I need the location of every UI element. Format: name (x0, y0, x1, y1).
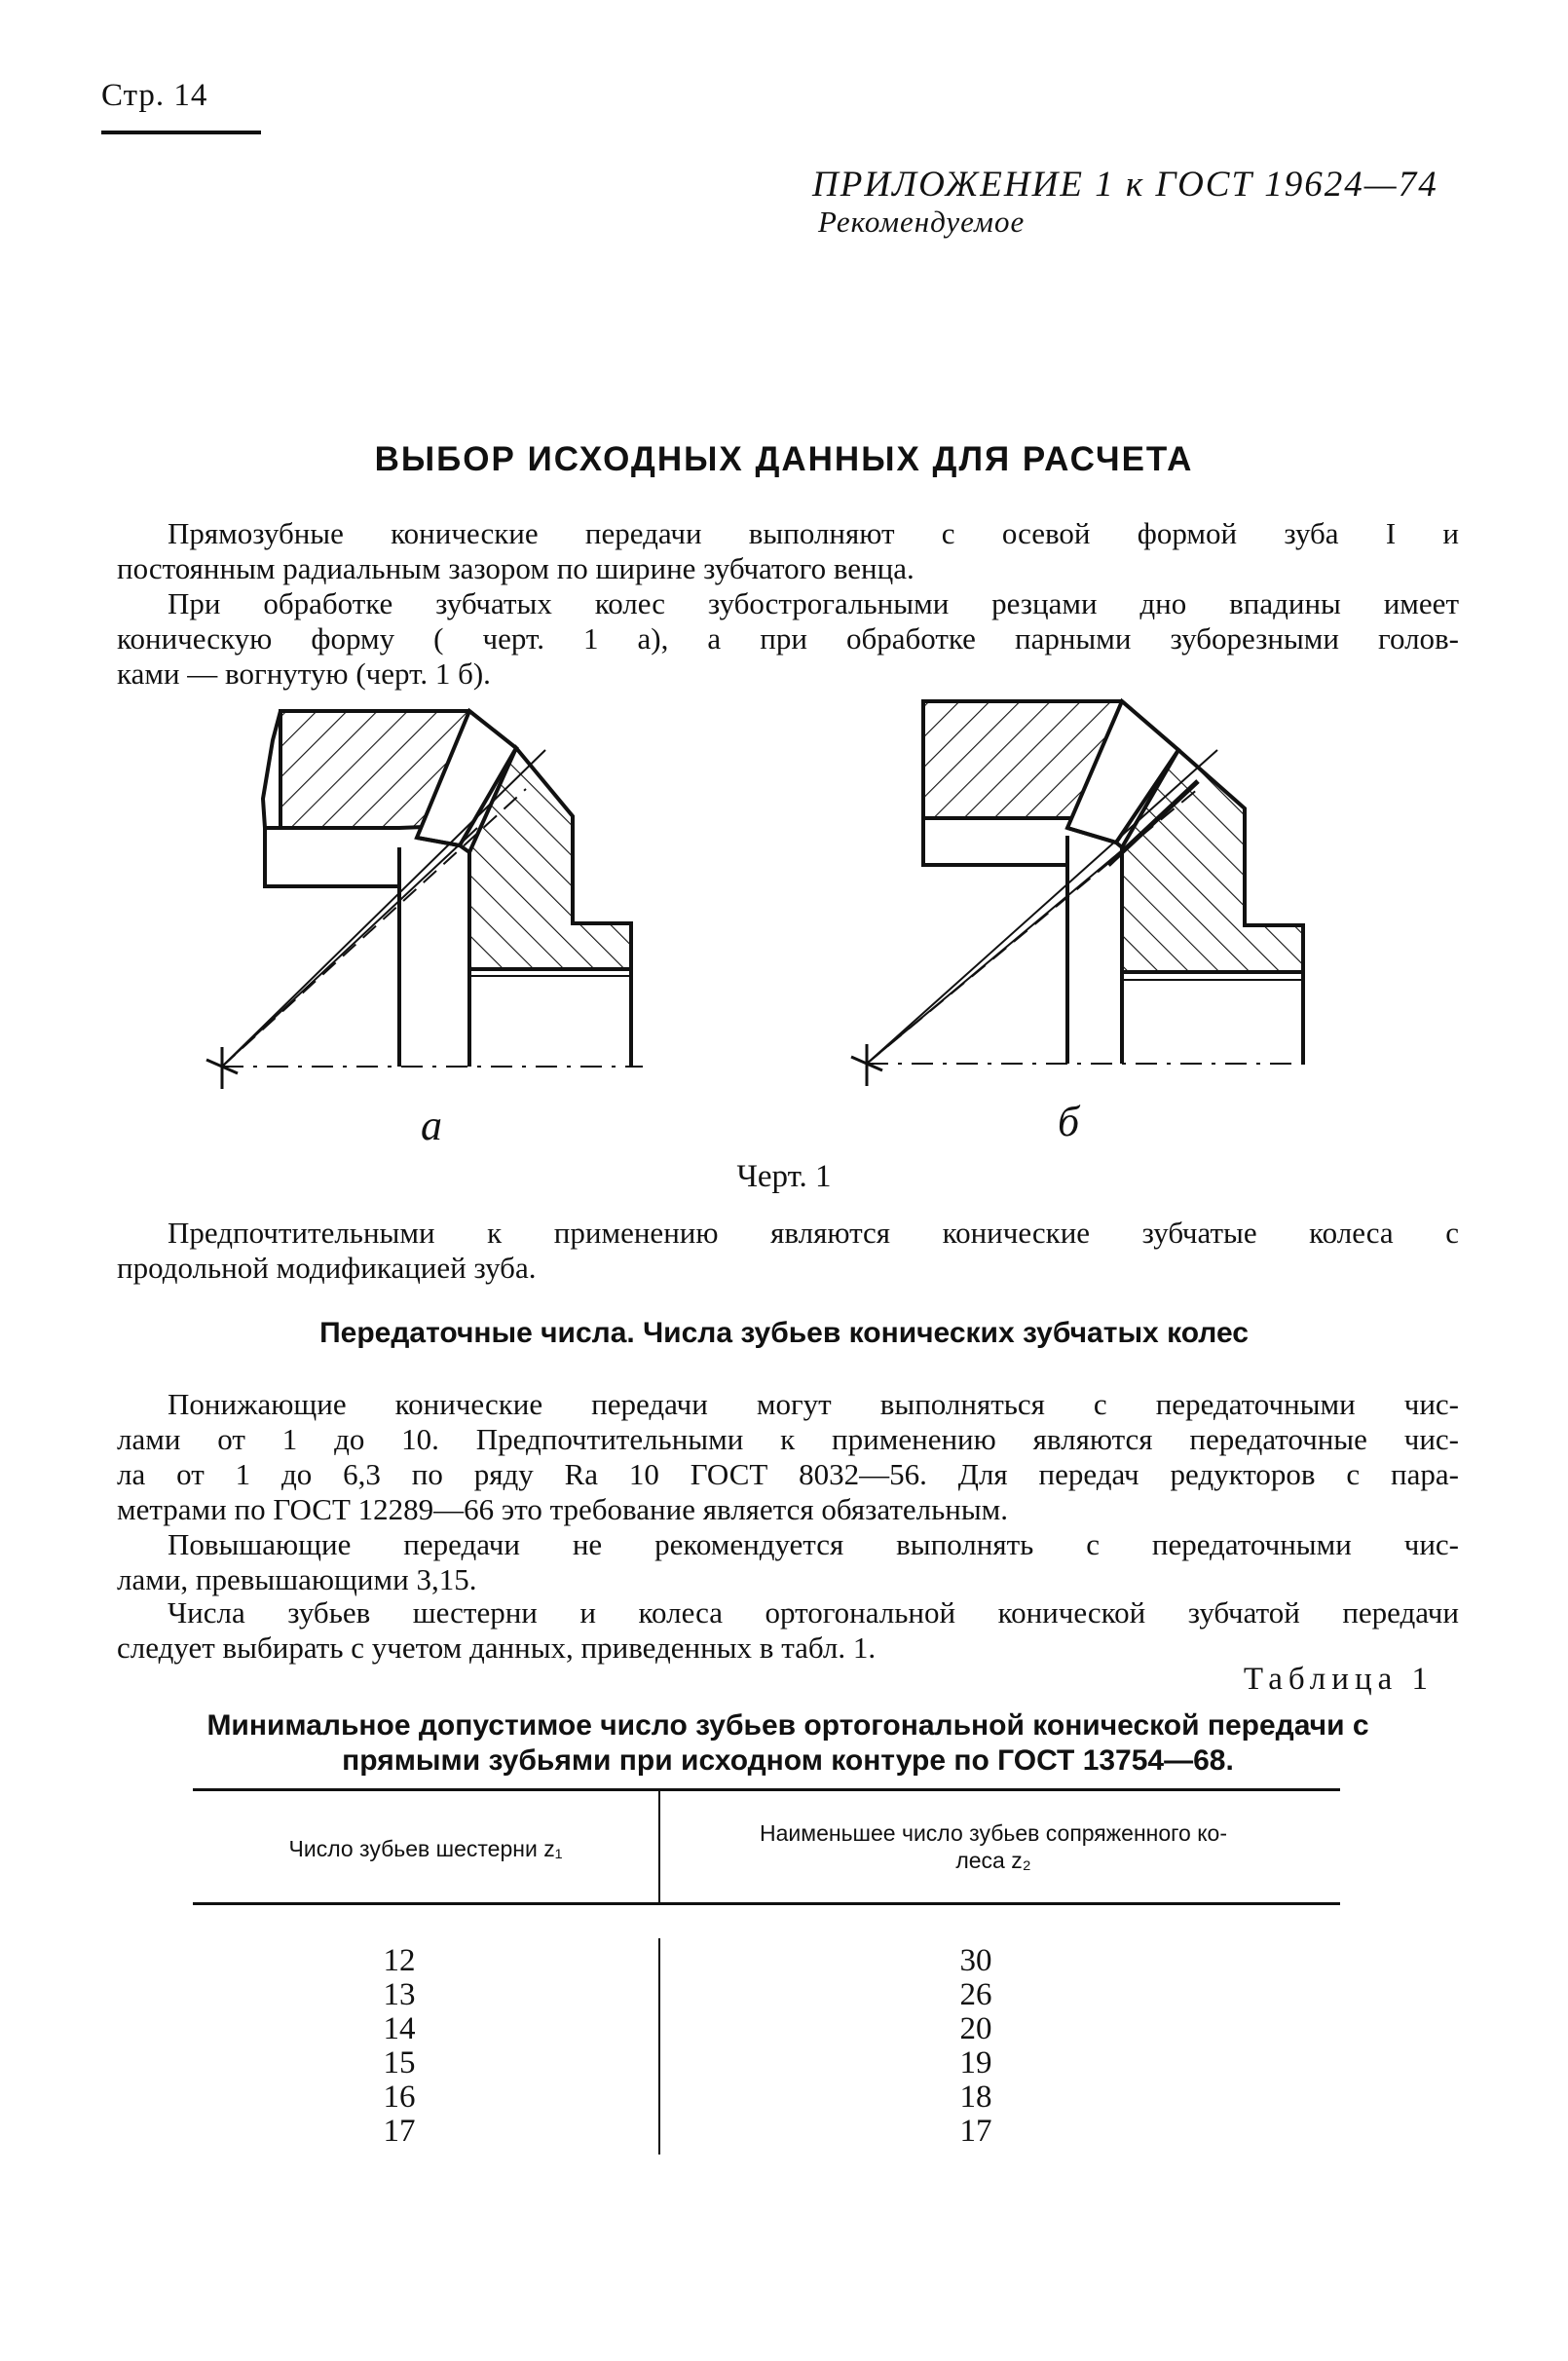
text-line: следует выбирать с учетом данных, приведенных в табл. 1. (117, 1630, 877, 1665)
text-line: При обработке зубчатых колес зубострогальными резцами дно впадины имеет (168, 586, 1459, 620)
table-caption-line: прямыми зубьями при исходном контуре по ГОСТ 13754—68. (342, 1744, 1234, 1777)
text-line: ками — вогнутую (черт. 1 б). (117, 656, 491, 691)
table-label: Таблица 1 (1243, 1662, 1434, 1697)
table-column-z2 (898, 1944, 1054, 2149)
table-header-line: леса z₂ (955, 1848, 1031, 1873)
figure-label-b: б (1058, 1098, 1080, 1145)
text-line: коническую форму ( черт. 1 а), а при обработке парными зуборезными голов- (117, 621, 1459, 656)
paragraph-reduction-ratios (117, 1387, 1459, 1527)
table-cell-z1: 16 (383, 2080, 416, 2115)
paragraph-intro-1 (117, 516, 1459, 586)
table-cell-z2: 30 (959, 1943, 992, 1978)
section-title: ВЫБОР ИСХОДНЫХ ДАННЫХ ДЛЯ РАСЧЕТА (374, 440, 1194, 478)
table-body-divider (658, 1938, 660, 2155)
table-header-z1: Число зубьев шестерни z₁ (288, 1836, 563, 1861)
table-cell-z2: 26 (959, 1977, 992, 2012)
paragraph-intro-2 (117, 586, 1459, 692)
table-cell-z2: 20 (959, 2011, 992, 2046)
paragraph-modification (117, 1216, 1459, 1286)
text-line: постоянным радиальным зазором по ширине зубчатого венца. (117, 551, 915, 585)
drawing-figure-b (847, 692, 1315, 1101)
table-cell-z1: 14 (383, 2011, 416, 2046)
page-number-rule (101, 131, 261, 134)
paragraph-increase-ratios (117, 1527, 1459, 1597)
text-line: лами, превышающими 3,15. (117, 1562, 477, 1596)
text-line: Повышающие передачи не рекомендуется выполнять с передаточными чис- (168, 1527, 1459, 1561)
text-line: Прямозубные конические передачи выполняют с осевой формой зуба I и (168, 516, 1459, 550)
appendix-title: ПРИЛОЖЕНИЕ 1 к ГОСТ 19624—74 (812, 165, 1438, 205)
text-line: продольной модификацией зуба. (117, 1251, 537, 1285)
text-line: Числа зубьев шестерни и колеса ортогональной конической зубчатой передачи (168, 1595, 1459, 1630)
drawing-figure-a (205, 701, 662, 1110)
table-header-line: Наименьшее число зубьев сопряженного ко- (760, 1820, 1227, 1846)
text-line: Предпочтительными к применению являются конические зубчатые колеса с (168, 1216, 1459, 1250)
text-line: лами от 1 до 10. Предпочтительными к применению являются передаточные чис- (117, 1422, 1459, 1456)
table-caption (121, 1708, 1455, 1779)
recommended-label: Рекомендуемое (818, 205, 1026, 239)
table-cell-z1: 17 (383, 2114, 416, 2149)
table-top-rule (193, 1788, 1340, 1791)
table-cell-z1: 15 (383, 2045, 416, 2080)
text-line: ла от 1 до 6,3 по ряду Ra 10 ГОСТ 8032—56. Для передач редукторов с пара- (117, 1457, 1459, 1491)
text-line: метрами по ГОСТ 12289—66 это требование является обязательным. (117, 1492, 1009, 1526)
table-cell-z1: 12 (383, 1943, 416, 1978)
table-caption-line: Минимальное допустимое число зубьев ортогональной конической передачи с (206, 1709, 1369, 1742)
figure-label-a: а (421, 1102, 442, 1149)
subsection-title: Передаточные числа. Числа зубьев конических зубчатых колес (319, 1317, 1249, 1349)
figure-caption: Черт. 1 (736, 1159, 832, 1194)
table-cell-z1: 13 (383, 1977, 416, 2012)
table-cell-z2: 17 (959, 2114, 992, 2149)
table-header-rule (193, 1902, 1340, 1905)
paragraph-tooth-numbers (117, 1595, 1459, 1666)
table-cell-z2: 19 (959, 2045, 992, 2080)
text-line: Понижающие конические передачи могут выполняться с передаточными чис- (168, 1387, 1459, 1421)
table-header-z2 (672, 1819, 1315, 1874)
table-column-z1 (321, 1944, 477, 2149)
page-number: Стр. 14 (101, 78, 208, 113)
table-cell-z2: 18 (959, 2080, 992, 2115)
table-header-divider (658, 1791, 660, 1902)
